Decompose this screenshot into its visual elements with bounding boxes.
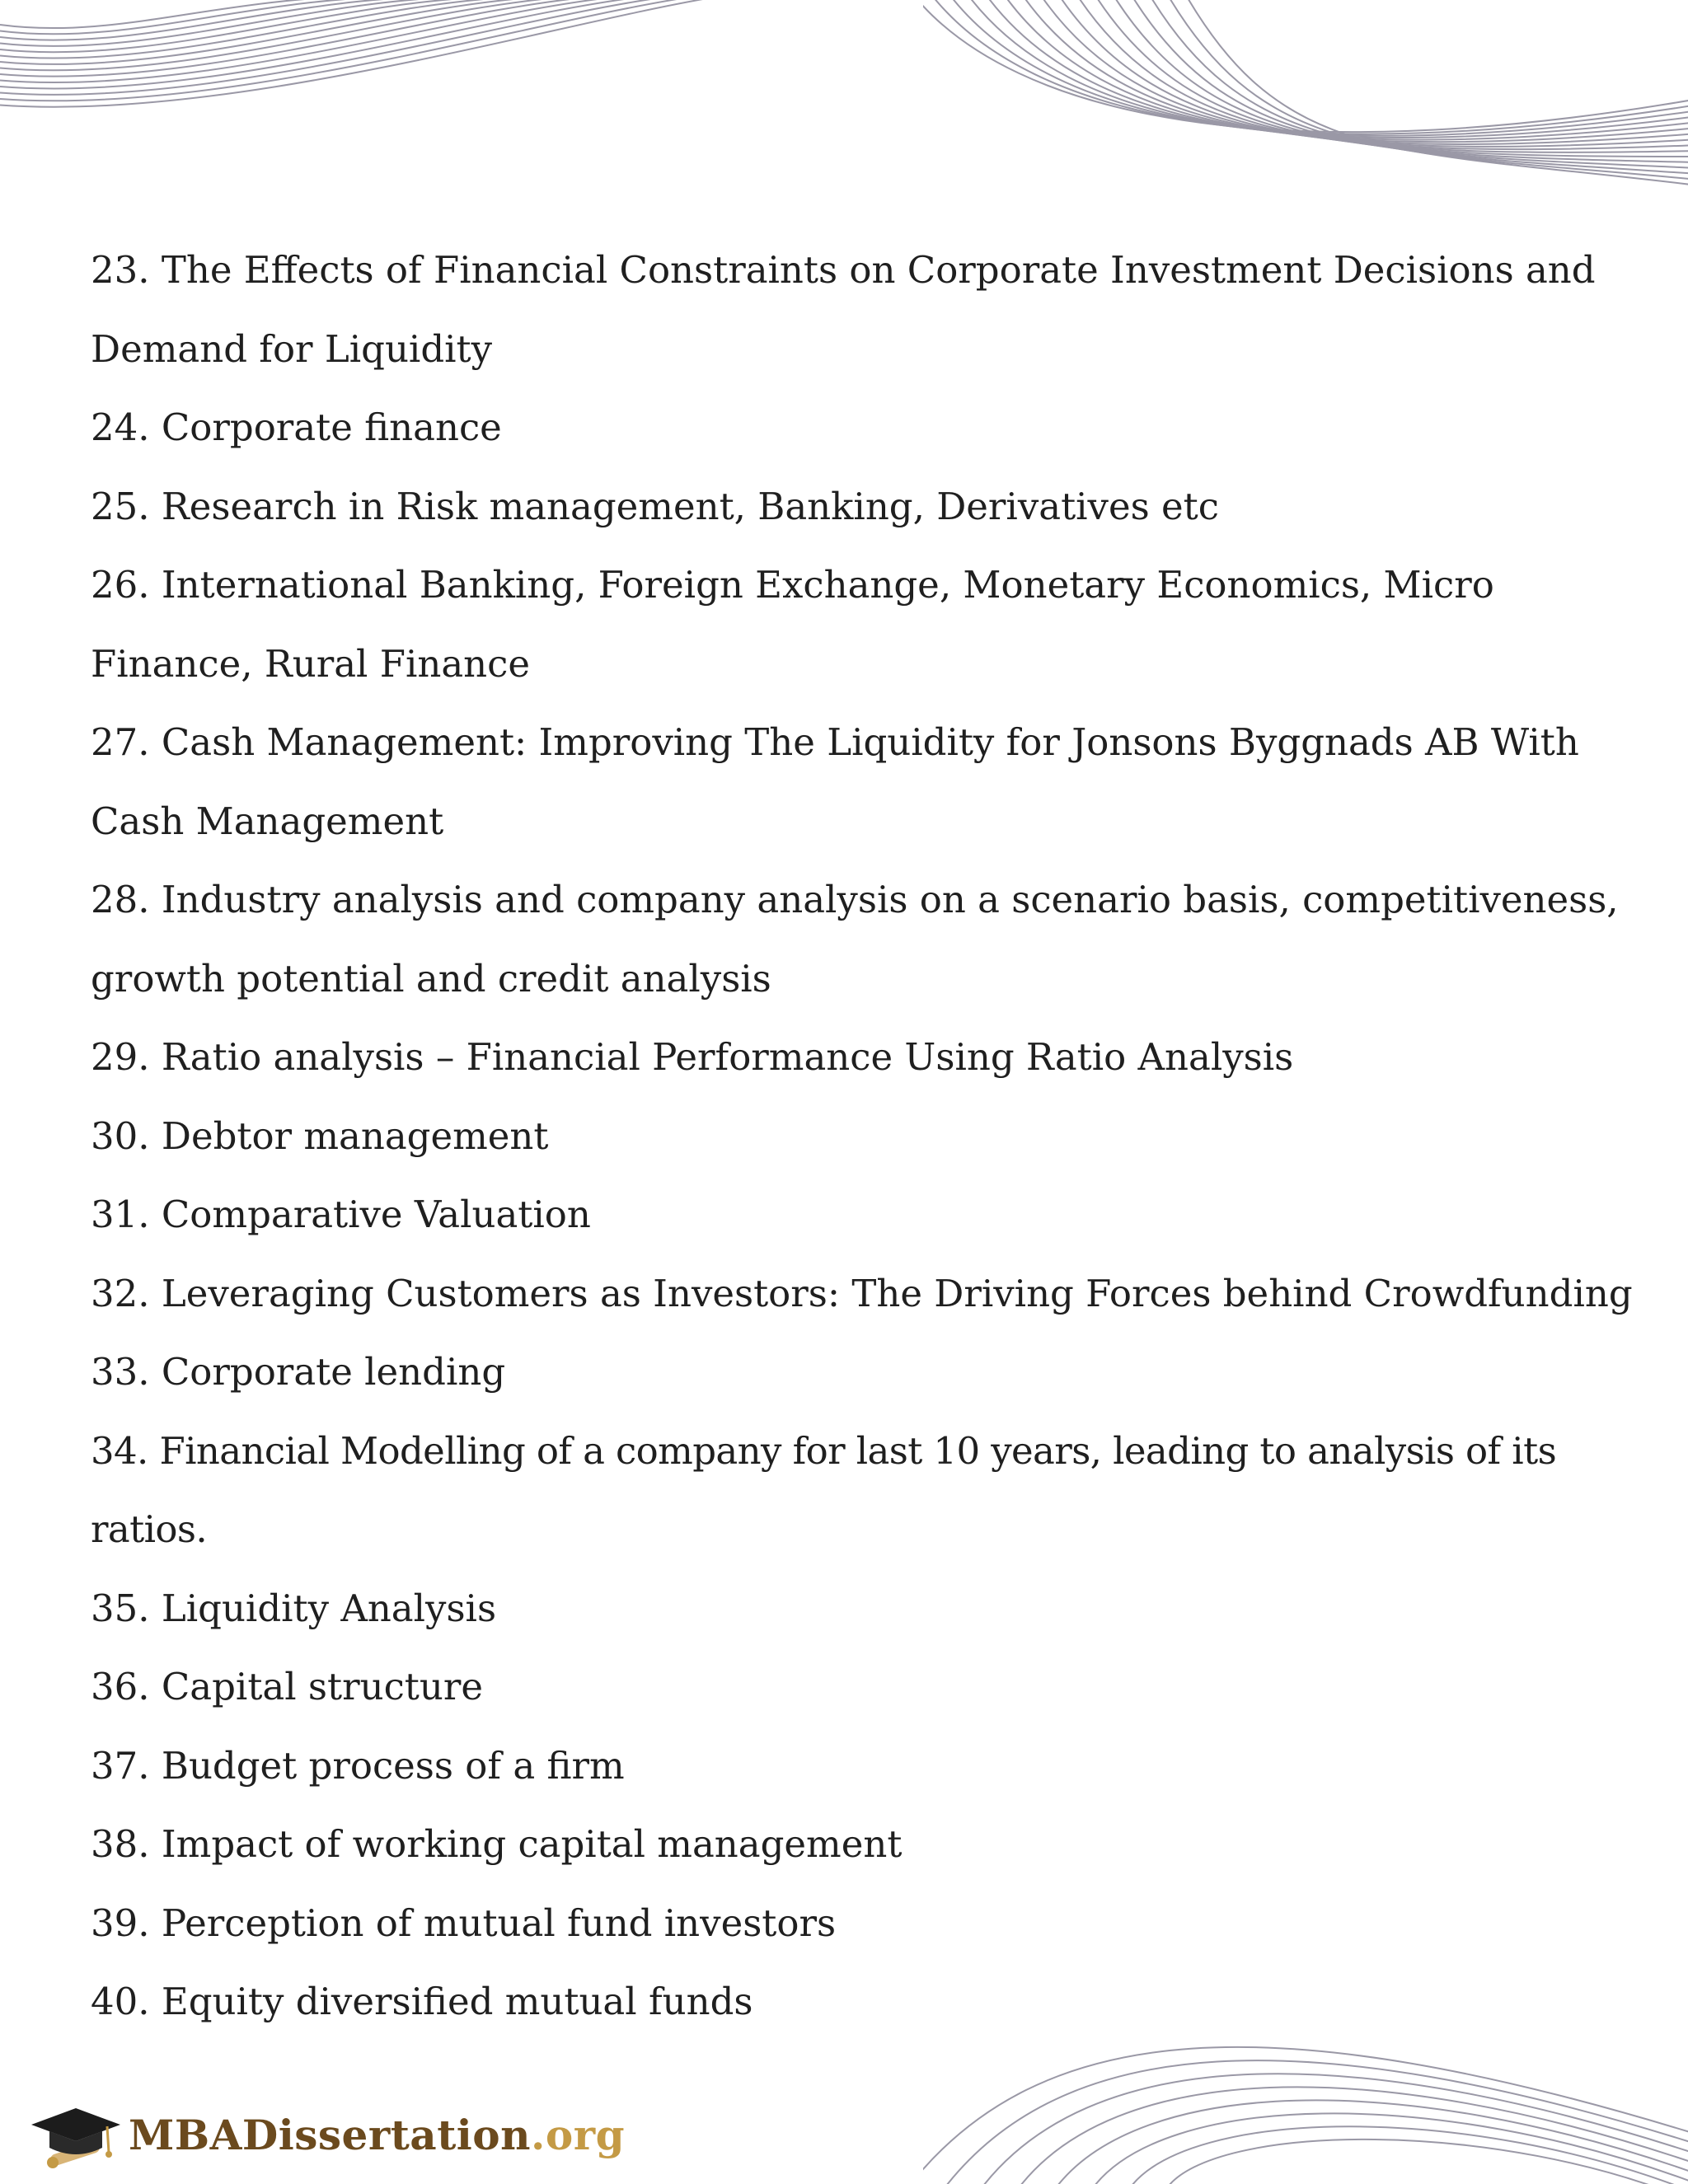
wave-line (1055, 2100, 1688, 2184)
topic-item-40: 40. Equity diversified mutual funds (91, 1980, 753, 2023)
decorative-wave-lines-top-left (0, 0, 742, 115)
wave-line (1187, 0, 1688, 185)
wave-line (0, 0, 569, 70)
topic-item-31: 31. Comparative Valuation (91, 1193, 591, 1236)
wave-line (1132, 0, 1688, 168)
brand-name-main: MBADissertation (129, 2110, 531, 2159)
wave-line (1042, 0, 1688, 147)
wave-line (951, 0, 1688, 136)
wave-line (0, 0, 692, 101)
decorative-wave-lines-top-right (923, 0, 1688, 190)
topic-item-35: 35. Liquidity Analysis (91, 1586, 497, 1630)
topic-item-33: 33. Corporate lending (91, 1350, 506, 1394)
topic-item-37: 37. Budget process of a firm (91, 1743, 625, 1788)
topic-item-23: 23. The Effects of Financial Constraints on Corporate Investment Decisions and Demand for Liquidity (91, 248, 1596, 371)
wave-line (0, 0, 668, 95)
wave-line (981, 2074, 1688, 2184)
wave-line (1096, 0, 1688, 157)
topic-list (91, 231, 1657, 2041)
footer-logo[interactable] (25, 2093, 625, 2176)
wave-line (1169, 0, 1688, 180)
wave-line (0, 0, 544, 64)
wave-line (944, 2060, 1688, 2184)
topic-item-32: 32. Leveraging Customers as Investors: The Driving Forces behind Crowdfunding (91, 1271, 1633, 1315)
wave-line (0, 0, 717, 107)
wave-line (0, 0, 470, 46)
topic-item-28: 28. Industry analysis and company analysis on a scenario basis, competitiveness, growth potential and credit analysis (91, 878, 1619, 1001)
brand-name (129, 2111, 625, 2159)
graduation-cap-icon (25, 2093, 124, 2176)
wave-line (1018, 2087, 1688, 2184)
topic-item-34: 34. Financial Modelling of a company for last 10 years, leading to analysis of its ratios. (91, 1428, 1557, 1551)
wave-line (969, 0, 1688, 138)
wave-line (1114, 0, 1688, 162)
wave-line (1060, 0, 1688, 149)
wave-line (0, 0, 495, 52)
wave-line (923, 2047, 1688, 2184)
topic-item-39: 39. Perception of mutual fund investors (91, 1900, 837, 1945)
wave-line (0, 0, 618, 82)
wave-line (933, 0, 1688, 134)
wave-line (1078, 0, 1688, 152)
wave-line (923, 0, 1688, 132)
topic-item-38: 38. Impact of working capital management (91, 1822, 903, 1866)
wave-line (1166, 2139, 1688, 2184)
wave-line (1151, 0, 1688, 174)
wave-line (0, 0, 593, 77)
topic-item-36: 36. Capital structure (91, 1665, 484, 1708)
topic-item-30: 30. Debtor management (91, 1113, 549, 1158)
wave-line (0, 0, 445, 40)
wave-line (1024, 0, 1688, 144)
topic-item-26: 26. International Banking, Foreign Exchange, Monetary Economics, Micro Finance, Rural Finance (91, 563, 1494, 686)
topic-item-27: 27. Cash Management: Improving The Liquidity for Jonsons Byggnads AB With Cash Management (91, 720, 1579, 843)
wave-line (1092, 2113, 1688, 2184)
wave-line (0, 0, 420, 34)
wave-line (0, 0, 519, 59)
wave-line (0, 0, 643, 89)
wave-line (987, 0, 1688, 140)
wave-line (1129, 2126, 1688, 2184)
wave-line (0, 0, 396, 28)
wave-line (1006, 0, 1688, 142)
topic-item-29: 29. Ratio analysis – Financial Performance Using Ratio Analysis (91, 1035, 1294, 1079)
brand-name-tld: .org (531, 2110, 626, 2159)
topic-item-24: 24. Corporate finance (91, 405, 502, 449)
topic-item-25: 25. Research in Risk management, Banking, Derivatives etc (91, 484, 1219, 528)
